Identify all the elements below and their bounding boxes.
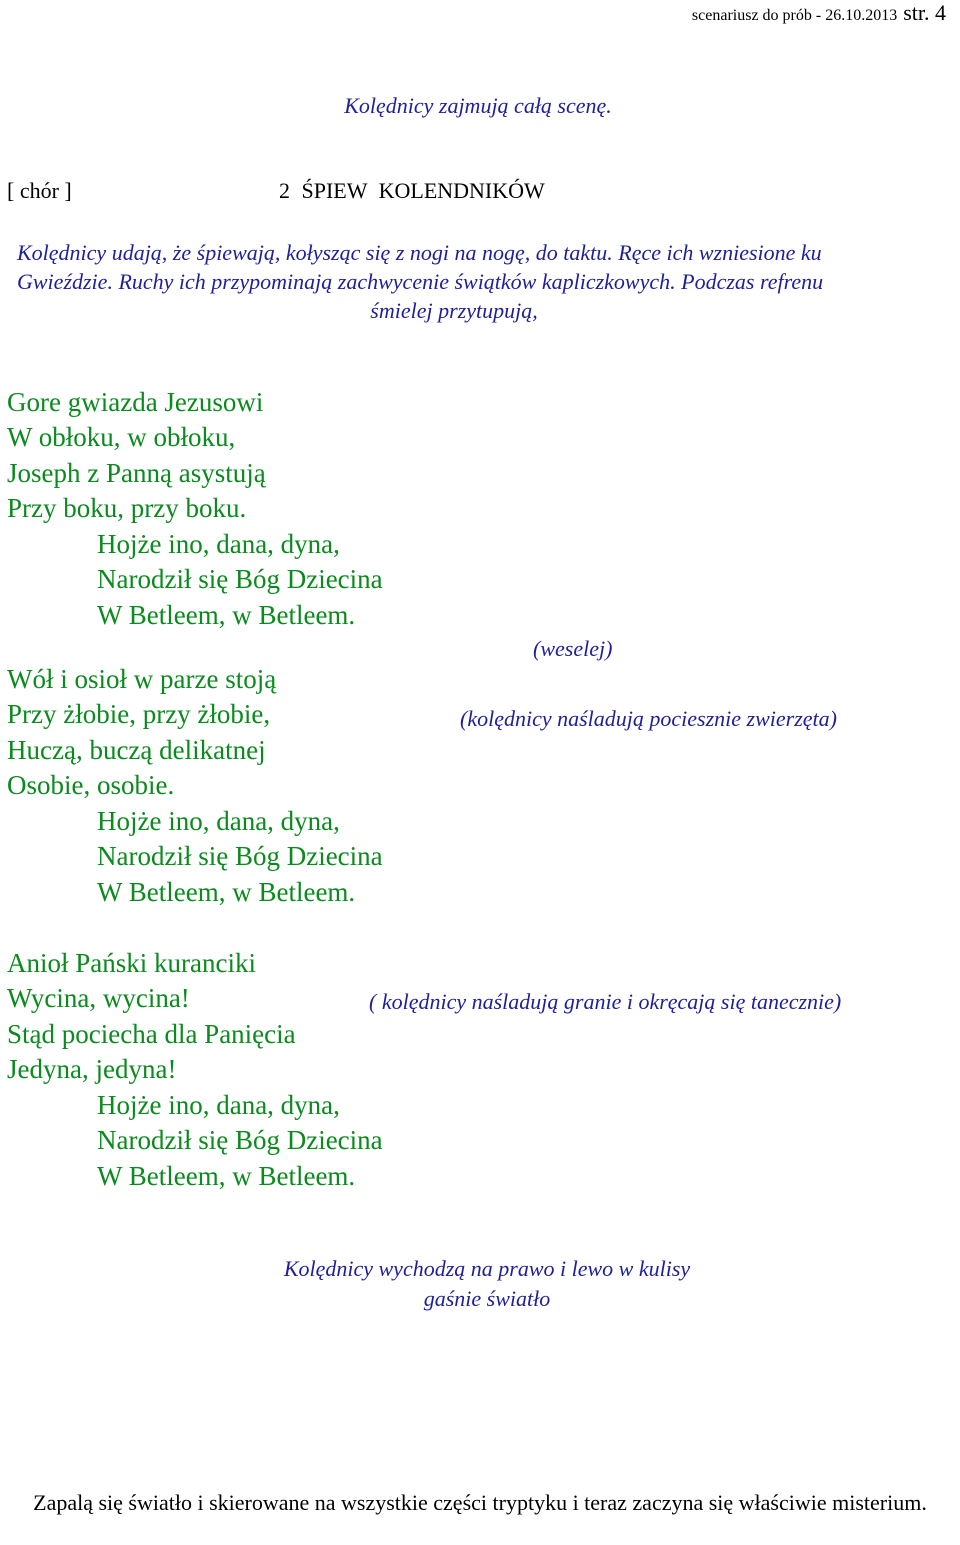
header-text: scenariusz do prób - 26.10.2013 bbox=[691, 7, 898, 24]
page-number: str. 4 bbox=[903, 0, 946, 25]
refrain-line: Hojże ino, dana, dyna, bbox=[97, 806, 340, 836]
exit-direction-line-2: gaśnie światło bbox=[423, 1286, 551, 1311]
refrain-line: Narodził się Bóg Dziecina bbox=[97, 564, 383, 595]
refrain-2 bbox=[97, 804, 383, 910]
choir-label: [ chór ] bbox=[7, 178, 72, 203]
verse-2 bbox=[7, 662, 276, 804]
song-title: 2 ŚPIEW KOLENDNIKÓW bbox=[279, 178, 545, 203]
verse-line: Stąd pociecha dla Panięcia bbox=[7, 1018, 296, 1049]
refrain-line: Narodził się Bóg Dziecina bbox=[97, 841, 383, 872]
refrain-line: W Betleem, w Betleem. bbox=[97, 599, 356, 630]
direction-line-1: Kolędnicy udają, że śpiewają, kołysząc się z nogi na nogę, do taktu. Ręce ich wzniesione ku bbox=[17, 240, 822, 265]
refrain-line: W Betleem, w Betleem. bbox=[97, 1160, 356, 1191]
refrain-3 bbox=[97, 1088, 383, 1194]
refrain-line: Hojże ino, dana, dyna, bbox=[97, 529, 340, 559]
direction-line-3: śmielej przytupują, bbox=[370, 298, 538, 323]
note-weselej: (weselej) bbox=[533, 636, 613, 661]
refrain-1 bbox=[97, 527, 383, 633]
verse-line: Anioł Pański kuranciki bbox=[7, 948, 256, 978]
page-header bbox=[692, 2, 946, 27]
final-note: Zapalą się światło i skierowane na wszystkie części tryptyku i teraz zaczyna się właściwie misterium. bbox=[33, 1490, 927, 1515]
verse-3 bbox=[7, 946, 296, 1088]
verse-line: Huczą, buczą delikatnej bbox=[7, 734, 266, 765]
verse-line: Wół i osioł w parze stoją bbox=[7, 664, 277, 694]
verse-line: Przy boku, przy boku. bbox=[7, 493, 247, 524]
verse-line: Joseph z Panną asystują bbox=[7, 457, 266, 488]
refrain-line: W Betleem, w Betleem. bbox=[97, 876, 356, 907]
verse-line: Jedyna, jedyna! bbox=[7, 1054, 177, 1085]
verse-line: Przy żłobie, przy żłobie, bbox=[7, 699, 271, 730]
note-animals: (kolędnicy naśladują pociesznie zwierzęta) bbox=[460, 706, 837, 731]
verse-line: Gore gwiazda Jezusowi bbox=[7, 387, 264, 417]
direction-line-2: Gwieździe. Ruchy ich przypominają zachwycenie świątków kapliczkowych. Podczas refrenu bbox=[17, 269, 824, 294]
verse-1 bbox=[7, 385, 266, 527]
verse-line: Osobie, osobie. bbox=[7, 770, 175, 801]
refrain-line: Narodził się Bóg Dziecina bbox=[97, 1125, 383, 1156]
note-dance: ( kolędnicy naśladują granie i okręcają się tanecznie) bbox=[369, 989, 842, 1014]
refrain-line: Hojże ino, dana, dyna, bbox=[97, 1090, 340, 1120]
exit-direction-line-1: Kolędnicy wychodzą na prawo i lewo w kulisy bbox=[283, 1256, 691, 1281]
verse-line: Wycina, wycina! bbox=[7, 983, 190, 1014]
verse-line: W obłoku, w obłoku, bbox=[7, 422, 236, 453]
intro-direction: Kolędnicy zajmują całą scenę. bbox=[344, 93, 612, 118]
